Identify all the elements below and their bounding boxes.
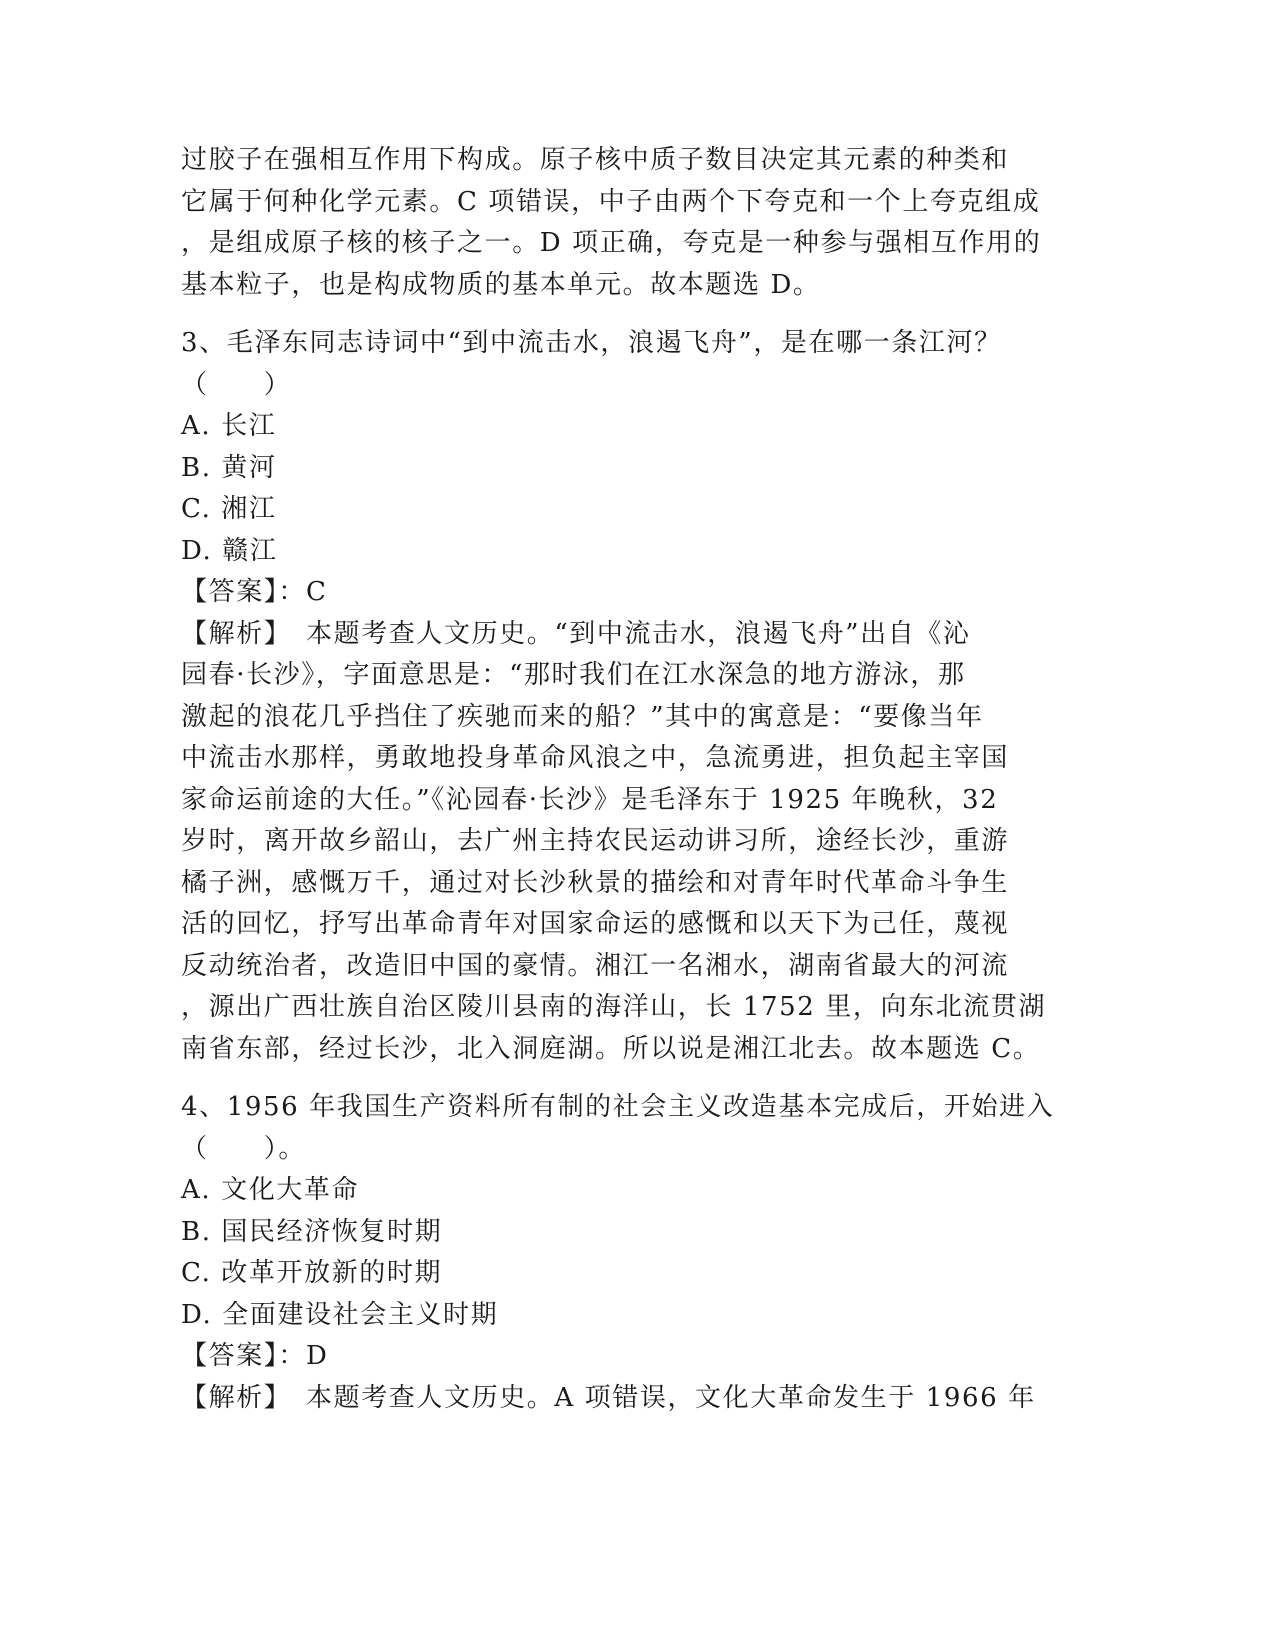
- analysis-line: 活的回忆，抒写出革命青年对国家命运的感慨和以天下为己任，蔑视: [181, 909, 1010, 939]
- option-c: C. 湘江: [181, 494, 277, 524]
- option-c: C. 改革开放新的时期: [181, 1258, 443, 1288]
- option-d: D. 全面建设社会主义时期: [181, 1299, 499, 1330]
- question-stem: 4、1956 年我国生产资料所有制的社会主义改造基本完成后，开始进入: [181, 1092, 1055, 1122]
- analysis-line: 橘子洲，感慨万千，通过对长沙秋景的描绘和对青年时代革命斗争生: [181, 867, 1010, 898]
- analysis-line: 园春·长沙》，字面意思是：“那时我们在江水深急的地方游泳，那: [181, 660, 966, 690]
- question-3: [181, 323, 1047, 1070]
- option-a: A. 长江: [181, 411, 277, 441]
- spacer: [181, 1070, 1041, 1087]
- analysis-line: 中流击水那样，勇敢地投身革命风浪之中，急流勇进，担负起主宰国: [181, 743, 1010, 773]
- analysis-line: 家命运前途的大任。”《沁园春·长沙》是毛泽东于 1925 年晚秋，32: [181, 784, 999, 815]
- text-line: ，是组成原子核的核子之一。D 项正确，夸克是一种参与强相互作用的: [181, 228, 1042, 258]
- analysis-line: 激起的浪花几乎挡住了疾驰而来的船？”其中的寓意是：“要像当年: [181, 701, 984, 732]
- analysis-line: 【解析】 本题考查人文历史。“到中流击水，浪遏飞舟”出自《沁: [181, 618, 971, 649]
- option-d: D. 赣江: [181, 535, 278, 566]
- previous-analysis-continuation: [181, 140, 1041, 306]
- option-a: A. 文化大革命: [181, 1175, 360, 1205]
- document-page: [181, 140, 1055, 1419]
- option-b: B. 国民经济恢复时期: [181, 1216, 443, 1247]
- question-stem: （ ）: [181, 369, 292, 400]
- analysis-line: 南省东部，经过长沙，北入洞庭湖。所以说是湘江北去。故本题选 C。: [181, 1033, 1041, 1064]
- analysis-line: 【解析】 本题考查人文历史。A 项错误，文化大革命发生于 1966 年: [181, 1382, 1036, 1413]
- analysis-line: 岁时，离开故乡韶山，去广州主持农民运动讲习所，途经长沙，重游: [181, 826, 1010, 856]
- text-line: 过胶子在强相互作用下构成。原子核中质子数目决定其元素的种类和: [181, 145, 1010, 175]
- analysis-line: 反动统治者，改造旧中国的豪情。湘江一名湘水，湖南省最大的河流: [181, 950, 1010, 981]
- analysis-line: ，源出广西壮族自治区陵川县南的海洋山，长 1752 里，向东北流贯湖: [181, 992, 1047, 1022]
- text-line: 它属于何种化学元素。C 项错误，中子由两个下夸克和一个上夸克组成: [181, 186, 1041, 217]
- question-stem: 3、毛泽东同志诗词中“到中流击水，浪遏飞舟”，是在哪一条江河？: [181, 328, 1002, 358]
- text-line: 基本粒子，也是构成物质的基本单元。故本题选 D。: [181, 269, 821, 300]
- spacer: [181, 306, 1041, 323]
- option-b: B. 黄河: [181, 452, 277, 483]
- question-4: [181, 1087, 1055, 1419]
- question-stem: （ ）。: [181, 1133, 307, 1164]
- answer-line: 【答案】：D: [181, 1341, 329, 1371]
- answer-line: 【答案】：C: [181, 577, 328, 607]
